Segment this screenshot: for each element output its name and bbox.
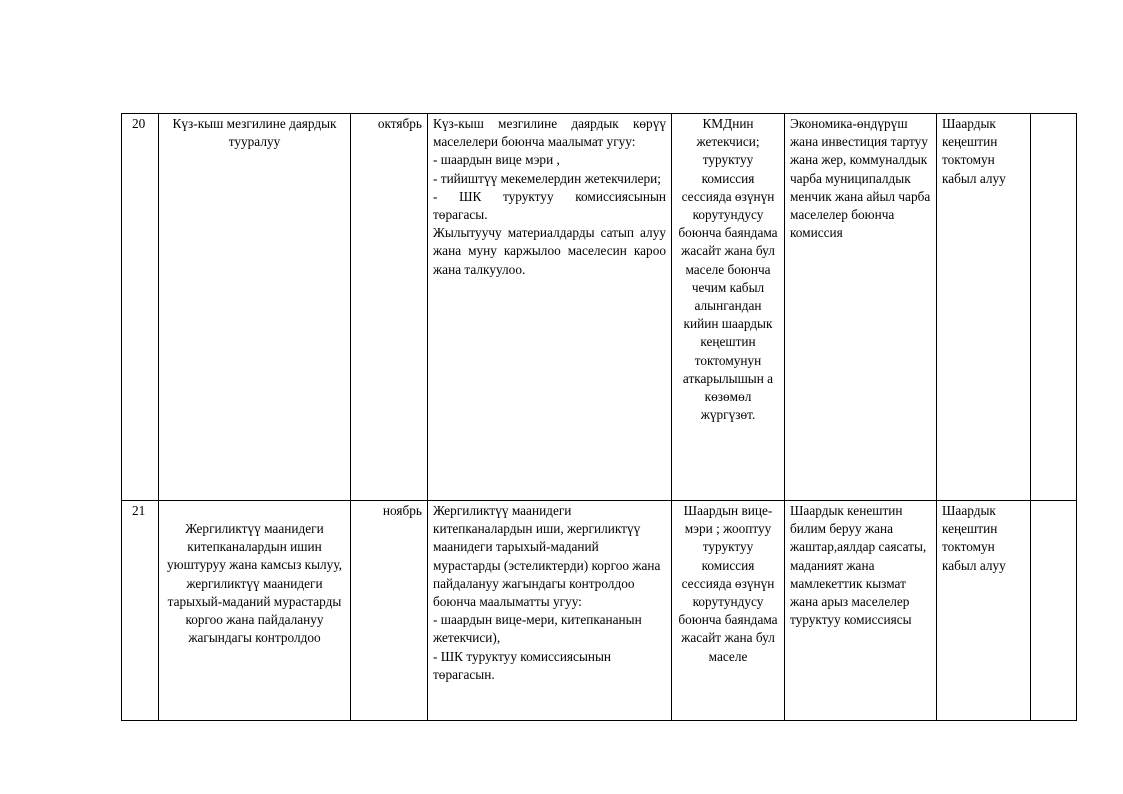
form-cell: Шаардык кеңештин токтомун кабыл алуу — [937, 501, 1031, 721]
description-line: - шаардын вице-мери, китепкананын жетекчиси), — [433, 612, 642, 646]
commission-cell: Шаардык кенештин билим беруу жана жаштар,аялдар саясаты, маданият жана мамлекеттик кызмат жана арыз маселелер туруктуу комиссиясы — [785, 501, 937, 721]
description-line: - шаардын вице мэри , — [433, 152, 560, 168]
topic-cell — [159, 501, 351, 721]
commission-cell: Экономика-өндүрүш жана инвестиция тартуу жана жер, коммуналдык чарба муниципалдык менчик жана айыл чарба маселелер боюнча комиссия — [785, 114, 937, 501]
description-line: Жергиликтүү маанидеги китепканалардын иши, жергиликтүү маанидеги тарыхый-маданий мурастарды (эстеликтерди) коргоо жана пайдалануу жагындагы контролдоо боюнча маалыматты угуу: — [433, 503, 661, 610]
description-line: - ШК туруктуу комиссиясынын төрагасын. — [433, 648, 612, 682]
table-row — [122, 114, 1077, 501]
note-cell — [1031, 501, 1077, 721]
description-cell — [428, 501, 672, 721]
note-cell — [1031, 114, 1077, 501]
description-line: Күз-кыш мезгилине даярдык көрүү маселелери боюнча маалымат угуу: — [433, 116, 666, 150]
form-cell: Шаардык кеңештин токтомун кабыл алуу — [937, 114, 1031, 501]
row-number: 21 — [122, 501, 159, 721]
responsible-cell: КМДнин жетекчиси; туруктуу комиссия сессияда өзүнүн корутундусу боюнча баяндама жасайт жана бул маселе боюнча чечим кабыл алынгандан кийин шаардык кеңештин токтомунун аткарылышын а көзөмөл жүргүзөт. — [672, 114, 785, 501]
responsible-cell: Шаардын вице-мэри ; жооптуу туруктуу комиссия сессияда өзүнүн корутундусу боюнча баяндама жасайт жана бул маселе — [672, 501, 785, 721]
topic-text: Жергиликтүү маанидеги китепканалардын ишин уюштуруу жана камсыз кылуу, жергиликтүү маанидеги тарыхый-маданий мурастарды коргоо жана пайдалануу жагындагы контролдоо — [167, 521, 342, 646]
description-line: Жылытуучу материалдарды сатып алуу жана муну каржылоо маселесин кароо жана талкуулоо. — [433, 225, 666, 277]
table-row — [122, 501, 1077, 721]
description-cell — [428, 114, 672, 501]
row-number: 20 — [122, 114, 159, 501]
description-line: - ШК туруктуу комиссиясынын төрагасы. — [433, 188, 666, 223]
month-cell: ноябрь — [351, 501, 428, 721]
topic-cell: Күз-кыш мезгилине даярдык тууралуу — [159, 114, 351, 501]
description-line: - тийиштүү мекемелердин жетекчилери; — [433, 170, 661, 186]
work-plan-table — [121, 113, 1077, 721]
month-cell: октябрь — [351, 114, 428, 501]
